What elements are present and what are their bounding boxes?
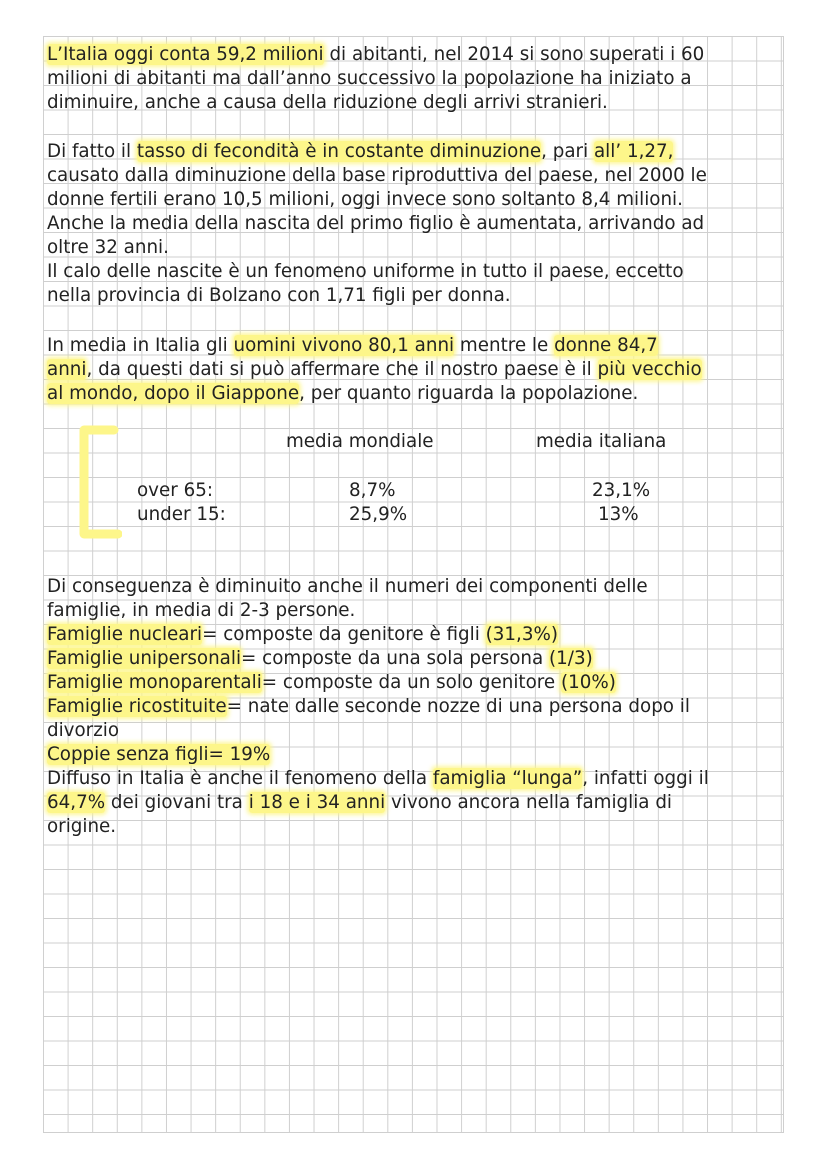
text-line: Famiglie unipersonali= composte da una sola persona (1/3) <box>47 648 593 669</box>
text-line: milioni di abitanti ma dall’anno successivo la popolazione ha iniziato a <box>47 68 692 89</box>
text-line: oltre 32 anni. <box>47 237 169 258</box>
text-line: anni, da questi dati si può affermare che il nostro paese è il più vecchio <box>47 359 702 380</box>
text-line: Anche la media della nascita del primo figlio è aumentata, arrivando ad <box>47 213 705 234</box>
text-line: Il calo delle nascite è un fenomeno uniforme in tutto il paese, eccetto <box>47 261 684 282</box>
table-cell: 25,9% <box>349 504 408 525</box>
row-label: under 15: <box>137 504 226 525</box>
text-line: In media in Italia gli uomini vivono 80,1 anni mentre le donne 84,7 <box>47 335 658 356</box>
text-line: al mondo, dopo il Giappone, per quanto riguarda la popolazione. <box>47 383 639 404</box>
column-header-world: media mondiale <box>286 431 434 452</box>
table-cell: 8,7% <box>349 480 396 501</box>
text-line: origine. <box>47 816 117 837</box>
text-line: Famiglie ricostituite= nate dalle seconde nozze di una persona dopo il <box>47 696 690 717</box>
column-header-italy: media italiana <box>536 431 667 452</box>
row-label: over 65: <box>137 480 213 501</box>
table-cell: 23,1% <box>592 480 651 501</box>
text-line: diminuire, anche a causa della riduzione degli arrivi stranieri. <box>47 92 608 113</box>
text-line: Di conseguenza è diminuito anche il numeri dei componenti delle <box>47 576 648 597</box>
highlight-bracket-icon <box>66 424 122 540</box>
text-line: nella provincia di Bolzano con 1,71 figli per donna. <box>47 285 511 306</box>
text-line: causato dalla diminuzione della base riproduttiva del paese, nel 2000 le <box>47 165 707 186</box>
text-line: divorzio <box>47 720 120 741</box>
text-line: Famiglie monoparentali= composte da un solo genitore (10%) <box>47 672 616 693</box>
text-line: Coppie senza figli= 19% <box>47 744 271 765</box>
text-line: famiglie, in media di 2-3 persone. <box>47 600 356 621</box>
text-line: L’Italia oggi conta 59,2 milioni di abitanti, nel 2014 si sono superati i 60 <box>47 44 705 65</box>
text-line: donne fertili erano 10,5 milioni, oggi invece sono soltanto 8,4 milioni. <box>47 189 683 210</box>
table-cell: 13% <box>598 504 639 525</box>
text-line: Famiglie nucleari= composte da genitore è figli (31,3%) <box>47 624 558 645</box>
text-line: Di fatto il tasso di fecondità è in costante diminuzione, pari all’ 1,27, <box>47 141 674 162</box>
text-line: Diffuso in Italia è anche il fenomeno della famiglia “lunga”, infatti oggi il <box>47 768 709 789</box>
text-line: 64,7% dei giovani tra i 18 e i 34 anni vivono ancora nella famiglia di <box>47 792 672 813</box>
